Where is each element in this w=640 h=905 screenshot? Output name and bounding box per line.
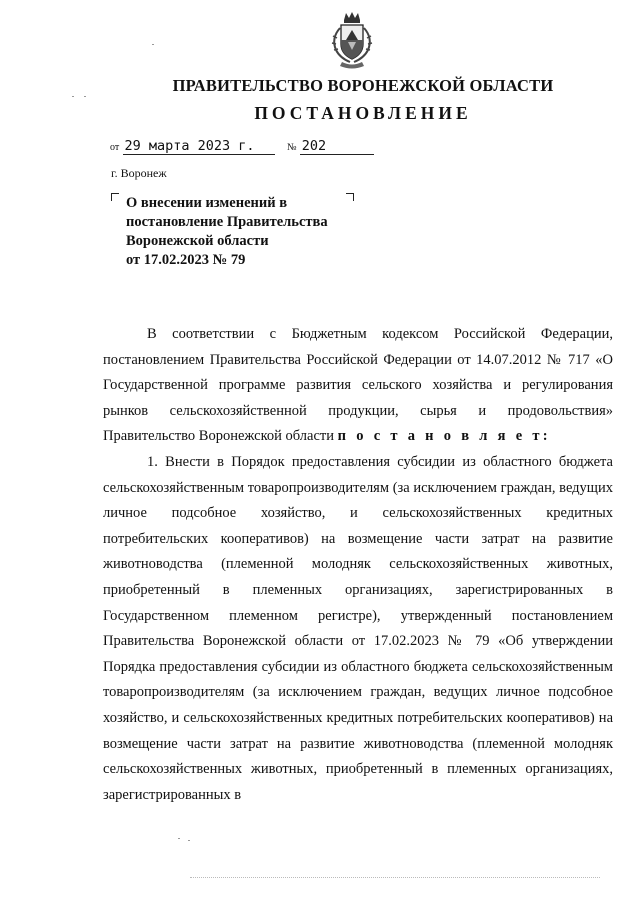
preamble-text: В соответствии с Бюджетным кодексом Российской Федерации, постановлением Правительства Российской Федерации от 14.07.2012 № 717 «О Государственной программе развития сельского хозяйства и регулирования рынков сельскохозяйственной продукции, сырья и продовольствия» Правительство Воронежской области (103, 326, 613, 445)
document-date: 29 марта 2023 г. (123, 138, 275, 155)
document-subject (126, 194, 366, 270)
scan-edge-line (190, 877, 600, 878)
scan-speck (178, 838, 180, 839)
subject-line: постановление Правительства (126, 214, 328, 230)
document-number: 202 (300, 138, 374, 155)
voronezh-coat-of-arms-icon (328, 10, 376, 70)
document-body (103, 322, 613, 808)
preamble-paragraph (103, 322, 613, 450)
subject-line: Воронежской области (126, 233, 269, 249)
scan-speck (188, 840, 190, 841)
scan-speck (84, 96, 86, 97)
organization-title: ПРАВИТЕЛЬСТВО ВОРОНЕЖСКОЙ ОБЛАСТИ (172, 76, 554, 95)
subject-line: О внесении изменений в (126, 195, 288, 211)
resolves-word: п о с т а н о в л я е т: (337, 428, 551, 445)
point-1-paragraph: 1. Внести в Порядок предоставления субсидии из областного бюджета сельскохозяйственным товаропроизводителям (за исключением граждан, ведущих личное подсобное хозяйство, и сельскохозяйственных кредитных потребительских кооперативов) на возмещение части затрат на развитие животноводства (племенной молодняк сельскохозяйственных животных, приобретенный в племенных организациях, зарегистрированных в Государственном племенном регистре), утвержденный постановлением Правительства Воронежской области от 17.02.2023 № 79 «Об утверждении Порядка предоставления субсидии из областного бюджета сельскохозяйственным товаропроизводителям (за исключением граждан, ведущих личное подсобное хозяйство, и сельскохозяйственных кредитных потребительских кооперативов) на возмещение части затрат на развитие животноводства (племенной молодняк сельскохозяйственных животных, приобретенный в племенных организациях, зарегистрированных в (103, 453, 613, 803)
scan-speck (152, 44, 154, 45)
subject-line: от 17.02.2023 № 79 (126, 252, 246, 268)
scan-speck (72, 96, 74, 97)
city-label: г. Воронеж (111, 166, 167, 180)
date-prefix: от (110, 142, 120, 153)
document-type: ПОСТАНОВЛЕНИЕ (254, 103, 472, 123)
number-prefix: № (287, 142, 297, 153)
subject-corner-left (111, 193, 119, 201)
date-number-line (110, 138, 374, 155)
